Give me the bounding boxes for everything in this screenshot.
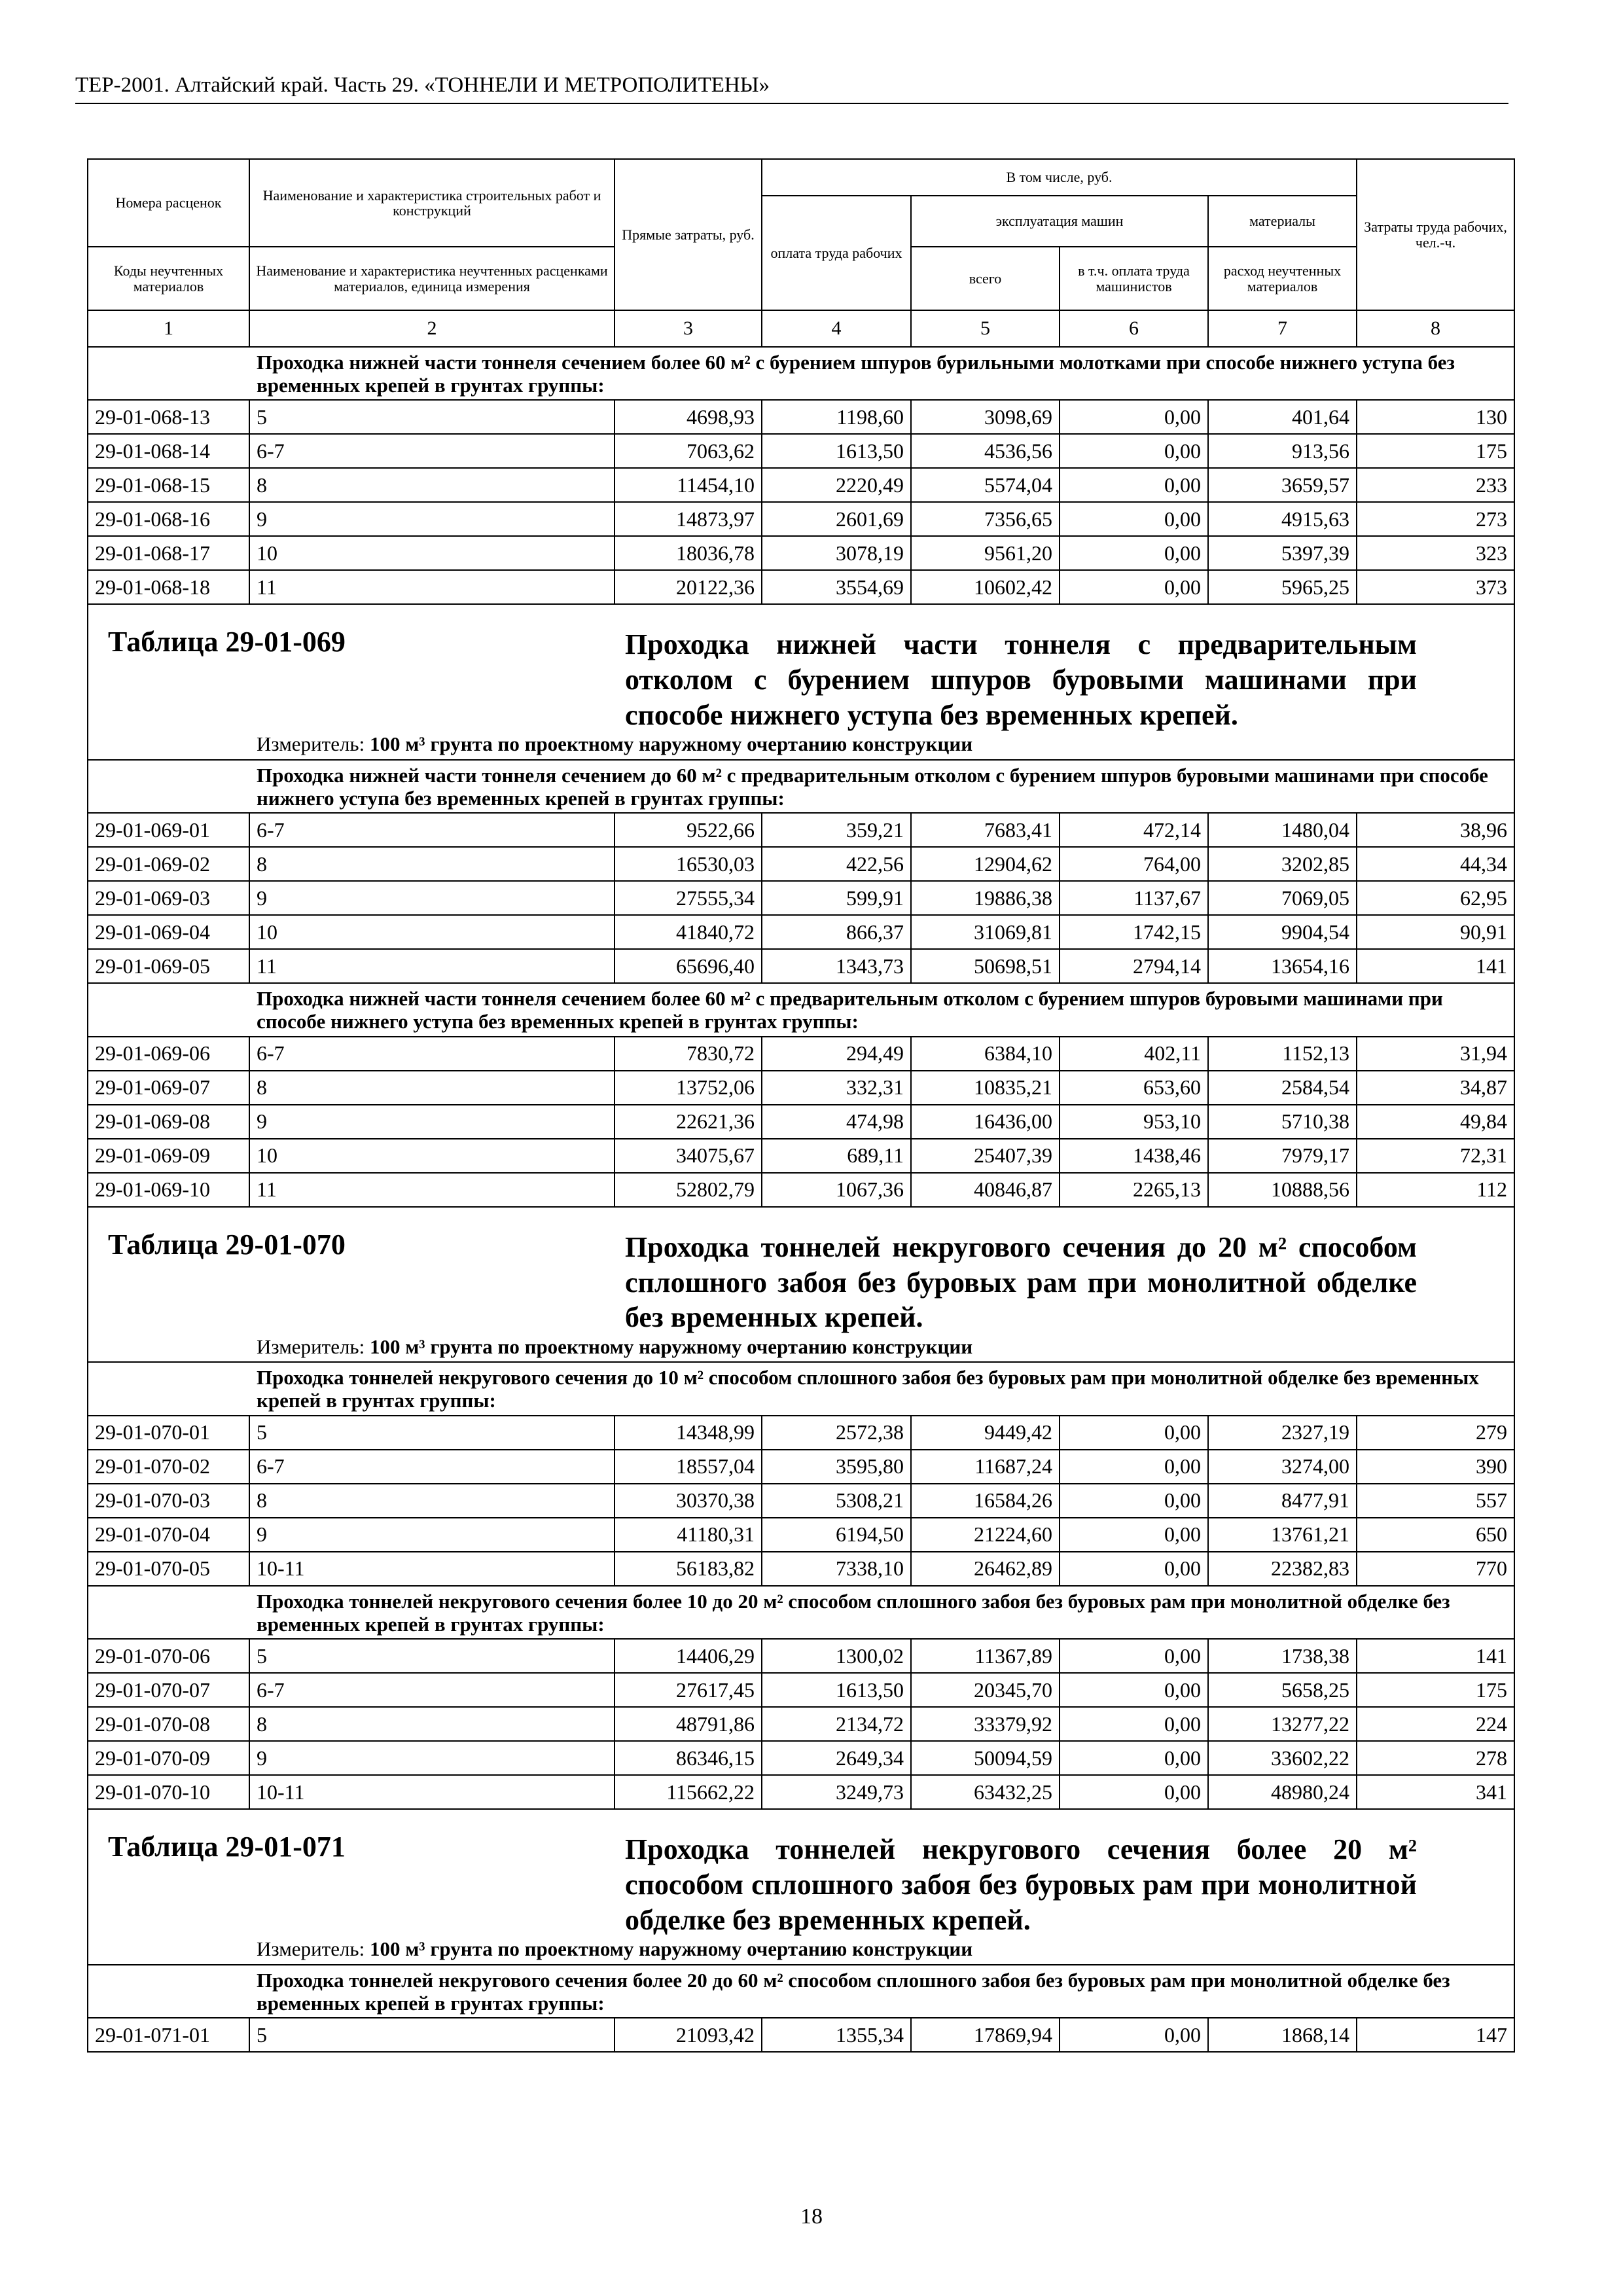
labor-hours: 557: [1357, 1484, 1514, 1518]
materials: 2327,19: [1208, 1416, 1357, 1450]
measure-value: 100 м³ грунта по проектному наружному очертанию конструкции: [369, 1335, 973, 1358]
direct-costs: 52802,79: [615, 1173, 762, 1207]
group-subheading: Проходка тоннелей некругового сечения более 10 до 20 м² способом сплошного забоя без буровых рам при монолитной обделке без временных крепей в грунтах группы:: [88, 1586, 1514, 1639]
soil-group: 8: [249, 468, 615, 502]
direct-costs: 18557,04: [615, 1450, 762, 1484]
hdr-unaccounted-consumption: расход неучтенных материалов: [1208, 247, 1357, 310]
rate-code: 29-01-071-01: [88, 2018, 249, 2052]
direct-costs: 7063,62: [615, 434, 762, 468]
table-row: [88, 1173, 1514, 1207]
col-number: 7: [1208, 310, 1357, 347]
hdr-total: всего: [911, 247, 1060, 310]
operators-pay: 1438,46: [1060, 1139, 1208, 1173]
labor-pay: 1355,34: [762, 2018, 911, 2052]
labor-hours: 273: [1357, 502, 1514, 536]
machines-total: 11687,24: [911, 1450, 1060, 1484]
table-title: Проходка нижней части тоннеля с предварительным отколом с бурением шпуров буровыми машинами при способе нижнего уступа без временных крепей.: [625, 628, 1417, 731]
labor-pay: 6194,50: [762, 1518, 911, 1552]
table-row: [88, 1416, 1514, 1450]
operators-pay: 2265,13: [1060, 1173, 1208, 1207]
operators-pay: 0,00: [1060, 502, 1208, 536]
labor-hours: 175: [1357, 1673, 1514, 1707]
group-subheading: Проходка тоннелей некругового сечения более 20 до 60 м² способом сплошного забоя без буровых рам при монолитной обделке без временных крепей в грунтах группы:: [88, 1965, 1514, 2018]
rate-code: 29-01-070-06: [88, 1639, 249, 1673]
table-row: [88, 1105, 1514, 1139]
materials: 5710,38: [1208, 1105, 1357, 1139]
direct-costs: 56183,82: [615, 1552, 762, 1586]
soil-group: 8: [249, 1707, 615, 1741]
col-number: 5: [911, 310, 1060, 347]
soil-group: 6-7: [249, 1450, 615, 1484]
direct-costs: 41180,31: [615, 1518, 762, 1552]
rate-code: 29-01-069-06: [88, 1037, 249, 1071]
table-row: [88, 1775, 1514, 1809]
group-subheading: Проходка тоннелей некругового сечения до 10 м² способом сплошного забоя без буровых рам при монолитной обделке без временных крепей в грунтах группы:: [88, 1362, 1514, 1415]
operators-pay: 0,00: [1060, 400, 1208, 434]
measure-row: [88, 732, 1514, 760]
machines-total: 40846,87: [911, 1173, 1060, 1207]
table-row: [88, 915, 1514, 949]
soil-group: 10: [249, 1139, 615, 1173]
labor-pay: 1300,02: [762, 1639, 911, 1673]
materials: 1868,14: [1208, 2018, 1357, 2052]
hdr-direct-costs: Прямые затраты, руб.: [615, 159, 762, 310]
soil-group: 11: [249, 1173, 615, 1207]
table-number: Таблица 29-01-070: [108, 1228, 346, 1261]
operators-pay: 0,00: [1060, 1639, 1208, 1673]
machines-total: 20345,70: [911, 1673, 1060, 1707]
soil-group: 11: [249, 570, 615, 604]
rate-code: 29-01-070-01: [88, 1416, 249, 1450]
labor-hours: 38,96: [1357, 813, 1514, 847]
direct-costs: 14873,97: [615, 502, 762, 536]
rate-code: 29-01-070-03: [88, 1484, 249, 1518]
rate-code: 29-01-069-01: [88, 813, 249, 847]
operators-pay: 1742,15: [1060, 915, 1208, 949]
labor-hours: 130: [1357, 400, 1514, 434]
machines-total: 50698,51: [911, 949, 1060, 983]
soil-group: 10-11: [249, 1552, 615, 1586]
table-row: [88, 400, 1514, 434]
labor-pay: 599,91: [762, 881, 911, 915]
table-number: Таблица 29-01-071: [108, 1831, 346, 1863]
rate-code: 29-01-069-05: [88, 949, 249, 983]
labor-pay: 2649,34: [762, 1741, 911, 1775]
labor-pay: 3595,80: [762, 1450, 911, 1484]
labor-pay: 1343,73: [762, 949, 911, 983]
hdr-unaccounted-names: Наименование и характеристика неучтенных расценками материалов, единица измерения: [249, 247, 615, 310]
materials: 3659,57: [1208, 468, 1357, 502]
hdr-incl-operators: в т.ч. оплата труда машинистов: [1060, 247, 1208, 310]
materials: 913,56: [1208, 434, 1357, 468]
hdr-machine-operation: эксплуатация машин: [911, 196, 1208, 247]
labor-hours: 224: [1357, 1707, 1514, 1741]
soil-group: 9: [249, 1741, 615, 1775]
machines-total: 16584,26: [911, 1484, 1060, 1518]
machines-total: 7683,41: [911, 813, 1060, 847]
labor-pay: 866,37: [762, 915, 911, 949]
labor-pay: 422,56: [762, 847, 911, 881]
soil-group: 9: [249, 881, 615, 915]
table-row: [88, 949, 1514, 983]
table-row: [88, 1037, 1514, 1071]
machines-total: 4536,56: [911, 434, 1060, 468]
rate-code: 29-01-070-09: [88, 1741, 249, 1775]
hdr-labor-costs: Затраты труда рабочих, чел.-ч.: [1357, 159, 1514, 310]
operators-pay: 764,00: [1060, 847, 1208, 881]
materials: 5965,25: [1208, 570, 1357, 604]
rate-code: 29-01-068-14: [88, 434, 249, 468]
rate-code: 29-01-069-08: [88, 1105, 249, 1139]
operators-pay: 0,00: [1060, 1450, 1208, 1484]
materials: 5658,25: [1208, 1673, 1357, 1707]
materials: 401,64: [1208, 400, 1357, 434]
table-row: [88, 2018, 1514, 2052]
col-number: 1: [88, 310, 249, 347]
col-number: 6: [1060, 310, 1208, 347]
measure-row: [88, 1335, 1514, 1363]
soil-group: 9: [249, 1105, 615, 1139]
col-number: 2: [249, 310, 615, 347]
direct-costs: 22621,36: [615, 1105, 762, 1139]
operators-pay: 402,11: [1060, 1037, 1208, 1071]
direct-costs: 18036,78: [615, 536, 762, 570]
direct-costs: 41840,72: [615, 915, 762, 949]
labor-pay: 7338,10: [762, 1552, 911, 1586]
labor-hours: 44,34: [1357, 847, 1514, 881]
soil-group: 10: [249, 915, 615, 949]
subheading-row: [88, 1965, 1514, 2018]
labor-hours: 341: [1357, 1775, 1514, 1809]
labor-pay: 1613,50: [762, 434, 911, 468]
hdr-incl: В том числе, руб.: [762, 159, 1357, 196]
labor-hours: 770: [1357, 1552, 1514, 1586]
labor-pay: 332,31: [762, 1071, 911, 1105]
materials: 13654,16: [1208, 949, 1357, 983]
table-title: Проходка тоннелей некругового сечения до 20 м² способом сплошного забоя без буровых рам при монолитной обделке без временных крепей.: [625, 1230, 1417, 1334]
materials: 9904,54: [1208, 915, 1357, 949]
direct-costs: 86346,15: [615, 1741, 762, 1775]
labor-hours: 278: [1357, 1741, 1514, 1775]
machines-total: 50094,59: [911, 1741, 1060, 1775]
labor-pay: 1067,36: [762, 1173, 911, 1207]
table-number: Таблица 29-01-069: [108, 626, 346, 658]
materials: 10888,56: [1208, 1173, 1357, 1207]
machines-total: 26462,89: [911, 1552, 1060, 1586]
operators-pay: 0,00: [1060, 1518, 1208, 1552]
operators-pay: 0,00: [1060, 536, 1208, 570]
labor-pay: 689,11: [762, 1139, 911, 1173]
table-row: [88, 502, 1514, 536]
soil-group: 5: [249, 400, 615, 434]
operators-pay: 0,00: [1060, 1484, 1208, 1518]
materials: 1738,38: [1208, 1639, 1357, 1673]
table-row: [88, 1741, 1514, 1775]
labor-pay: 3554,69: [762, 570, 911, 604]
labor-hours: 141: [1357, 949, 1514, 983]
rate-code: 29-01-069-07: [88, 1071, 249, 1105]
table-row: [88, 1639, 1514, 1673]
measure-value: 100 м³ грунта по проектному наружному очертанию конструкции: [369, 732, 973, 756]
labor-hours: 323: [1357, 536, 1514, 570]
table-row: [88, 847, 1514, 881]
direct-costs: 34075,67: [615, 1139, 762, 1173]
labor-pay: 1198,60: [762, 400, 911, 434]
labor-hours: 49,84: [1357, 1105, 1514, 1139]
labor-pay: 2220,49: [762, 468, 911, 502]
table-row: [88, 881, 1514, 915]
soil-group: 5: [249, 1416, 615, 1450]
materials: 33602,22: [1208, 1741, 1357, 1775]
materials: 48980,24: [1208, 1775, 1357, 1809]
materials: 13761,21: [1208, 1518, 1357, 1552]
labor-pay: 359,21: [762, 813, 911, 847]
table-row: [88, 1552, 1514, 1586]
page-number: 18: [800, 2204, 823, 2229]
hdr-materials: материалы: [1208, 196, 1357, 247]
machines-total: 63432,25: [911, 1775, 1060, 1809]
direct-costs: 13752,06: [615, 1071, 762, 1105]
table-row: [88, 434, 1514, 468]
labor-pay: 474,98: [762, 1105, 911, 1139]
machines-total: 10602,42: [911, 570, 1060, 604]
materials: 3202,85: [1208, 847, 1357, 881]
soil-group: 8: [249, 847, 615, 881]
machines-total: 6384,10: [911, 1037, 1060, 1071]
operators-pay: 0,00: [1060, 1673, 1208, 1707]
direct-costs: 30370,38: [615, 1484, 762, 1518]
rate-code: 29-01-070-08: [88, 1707, 249, 1741]
labor-pay: 1613,50: [762, 1673, 911, 1707]
soil-group: 6-7: [249, 1673, 615, 1707]
labor-pay: 2572,38: [762, 1416, 911, 1450]
direct-costs: 11454,10: [615, 468, 762, 502]
table-caption-row: [88, 1809, 1514, 1937]
running-head: ТЕР-2001. Алтайский край. Часть 29. «ТОННЕЛИ И МЕТРОПОЛИТЕНЫ»: [75, 73, 1508, 104]
machines-total: 31069,81: [911, 915, 1060, 949]
rate-code: 29-01-068-17: [88, 536, 249, 570]
machines-total: 16436,00: [911, 1105, 1060, 1139]
hdr-work-name: Наименование и характеристика строительных работ и конструкций: [249, 159, 615, 247]
labor-hours: 141: [1357, 1639, 1514, 1673]
labor-hours: 650: [1357, 1518, 1514, 1552]
rate-code: 29-01-069-10: [88, 1173, 249, 1207]
subheading-row: [88, 760, 1514, 813]
labor-hours: 233: [1357, 468, 1514, 502]
labor-hours: 62,95: [1357, 881, 1514, 915]
table-caption-row: [88, 1207, 1514, 1335]
operators-pay: 0,00: [1060, 1552, 1208, 1586]
labor-hours: 90,91: [1357, 915, 1514, 949]
table-row: [88, 1484, 1514, 1518]
labor-hours: 279: [1357, 1416, 1514, 1450]
measure-label: Измеритель:: [257, 732, 365, 756]
soil-group: 8: [249, 1071, 615, 1105]
rate-code: 29-01-070-07: [88, 1673, 249, 1707]
rate-code: 29-01-069-09: [88, 1139, 249, 1173]
operators-pay: 0,00: [1060, 468, 1208, 502]
labor-hours: 112: [1357, 1173, 1514, 1207]
table-row: [88, 1071, 1514, 1105]
soil-group: 11: [249, 949, 615, 983]
direct-costs: 65696,40: [615, 949, 762, 983]
machines-total: 25407,39: [911, 1139, 1060, 1173]
rate-code: 29-01-070-10: [88, 1775, 249, 1809]
operators-pay: 953,10: [1060, 1105, 1208, 1139]
machines-total: 17869,94: [911, 2018, 1060, 2052]
labor-hours: 147: [1357, 2018, 1514, 2052]
machines-total: 9561,20: [911, 536, 1060, 570]
operators-pay: 472,14: [1060, 813, 1208, 847]
materials: 3274,00: [1208, 1450, 1357, 1484]
machines-total: 9449,42: [911, 1416, 1060, 1450]
table-row: [88, 570, 1514, 604]
direct-costs: 14348,99: [615, 1416, 762, 1450]
direct-costs: 14406,29: [615, 1639, 762, 1673]
table-row: [88, 1450, 1514, 1484]
soil-group: 6-7: [249, 434, 615, 468]
labor-hours: 175: [1357, 434, 1514, 468]
direct-costs: 115662,22: [615, 1775, 762, 1809]
machines-total: 10835,21: [911, 1071, 1060, 1105]
table-row: [88, 468, 1514, 502]
subheading-row: [88, 1362, 1514, 1415]
machines-total: 12904,62: [911, 847, 1060, 881]
rate-code: 29-01-069-02: [88, 847, 249, 881]
hdr-codes: Коды неучтенных материалов: [88, 247, 249, 310]
materials: 22382,83: [1208, 1552, 1357, 1586]
machines-total: 19886,38: [911, 881, 1060, 915]
materials: 1480,04: [1208, 813, 1357, 847]
rate-code: 29-01-070-05: [88, 1552, 249, 1586]
table-row: [88, 1673, 1514, 1707]
labor-pay: 2601,69: [762, 502, 911, 536]
machines-total: 5574,04: [911, 468, 1060, 502]
table-row: [88, 1518, 1514, 1552]
soil-group: 9: [249, 1518, 615, 1552]
measure-label: Измеритель:: [257, 1335, 365, 1358]
operators-pay: 653,60: [1060, 1071, 1208, 1105]
materials: 1152,13: [1208, 1037, 1357, 1071]
rate-code: 29-01-068-18: [88, 570, 249, 604]
measure-value: 100 м³ грунта по проектному наружному очертанию конструкции: [369, 1937, 973, 1961]
labor-pay: 3078,19: [762, 536, 911, 570]
direct-costs: 4698,93: [615, 400, 762, 434]
soil-group: 6-7: [249, 813, 615, 847]
col-number: 8: [1357, 310, 1514, 347]
operators-pay: 2794,14: [1060, 949, 1208, 983]
operators-pay: 0,00: [1060, 570, 1208, 604]
labor-hours: 390: [1357, 1450, 1514, 1484]
rate-code: 29-01-070-02: [88, 1450, 249, 1484]
materials: 7979,17: [1208, 1139, 1357, 1173]
rate-code: 29-01-069-04: [88, 915, 249, 949]
subheading-row: [88, 347, 1514, 400]
materials: 8477,91: [1208, 1484, 1357, 1518]
rates-table: [87, 158, 1515, 2053]
labor-hours: 31,94: [1357, 1037, 1514, 1071]
measure-label: Измеритель:: [257, 1937, 365, 1961]
materials: 5397,39: [1208, 536, 1357, 570]
rate-code: 29-01-069-03: [88, 881, 249, 915]
machines-total: 3098,69: [911, 400, 1060, 434]
hdr-labor-pay: оплата труда рабочих: [762, 196, 911, 310]
soil-group: 10-11: [249, 1775, 615, 1809]
labor-pay: 2134,72: [762, 1707, 911, 1741]
column-numbers-row: [88, 310, 1514, 347]
subheading-row: [88, 1586, 1514, 1639]
labor-pay: 294,49: [762, 1037, 911, 1071]
direct-costs: 7830,72: [615, 1037, 762, 1071]
col-number: 4: [762, 310, 911, 347]
direct-costs: 27617,45: [615, 1673, 762, 1707]
table-caption-row: [88, 604, 1514, 732]
group-subheading: Проходка нижней части тоннеля сечением до 60 м² с предварительным отколом с бурением шпуров буровыми машинами при способе нижнего уступа без временных крепей в грунтах группы:: [88, 760, 1514, 813]
table-row: [88, 1707, 1514, 1741]
machines-total: 33379,92: [911, 1707, 1060, 1741]
direct-costs: 48791,86: [615, 1707, 762, 1741]
direct-costs: 9522,66: [615, 813, 762, 847]
materials: 2584,54: [1208, 1071, 1357, 1105]
direct-costs: 16530,03: [615, 847, 762, 881]
labor-pay: 5308,21: [762, 1484, 911, 1518]
materials: 7069,05: [1208, 881, 1357, 915]
rate-code: 29-01-068-15: [88, 468, 249, 502]
operators-pay: 0,00: [1060, 1707, 1208, 1741]
machines-total: 11367,89: [911, 1639, 1060, 1673]
operators-pay: 1137,67: [1060, 881, 1208, 915]
operators-pay: 0,00: [1060, 1775, 1208, 1809]
direct-costs: 21093,42: [615, 2018, 762, 2052]
labor-hours: 72,31: [1357, 1139, 1514, 1173]
soil-group: 5: [249, 2018, 615, 2052]
soil-group: 5: [249, 1639, 615, 1673]
direct-costs: 27555,34: [615, 881, 762, 915]
materials: 4915,63: [1208, 502, 1357, 536]
rate-code: 29-01-068-16: [88, 502, 249, 536]
table-row: [88, 1139, 1514, 1173]
table-row: [88, 813, 1514, 847]
subheading-row: [88, 983, 1514, 1036]
operators-pay: 0,00: [1060, 434, 1208, 468]
machines-total: 7356,65: [911, 502, 1060, 536]
materials: 13277,22: [1208, 1707, 1357, 1741]
group-subheading: Проходка нижней части тоннеля сечением более 60 м² с предварительным отколом с бурением шпуров буровыми машинами при способе нижнего уступа без временных крепей в грунтах группы:: [88, 983, 1514, 1036]
col-number: 3: [615, 310, 762, 347]
rate-code: 29-01-068-13: [88, 400, 249, 434]
direct-costs: 20122,36: [615, 570, 762, 604]
soil-group: 10: [249, 536, 615, 570]
soil-group: 9: [249, 502, 615, 536]
machines-total: 21224,60: [911, 1518, 1060, 1552]
labor-pay: 3249,73: [762, 1775, 911, 1809]
rate-code: 29-01-070-04: [88, 1518, 249, 1552]
labor-hours: 373: [1357, 570, 1514, 604]
operators-pay: 0,00: [1060, 2018, 1208, 2052]
measure-row: [88, 1937, 1514, 1965]
table-title: Проходка тоннелей некругового сечения более 20 м² способом сплошного забоя без буровых рам при монолитной обделке без временных крепей.: [625, 1833, 1417, 1936]
labor-hours: 34,87: [1357, 1071, 1514, 1105]
table-row: [88, 536, 1514, 570]
hdr-rate-numbers: Номера расценок: [88, 159, 249, 247]
soil-group: 8: [249, 1484, 615, 1518]
soil-group: 6-7: [249, 1037, 615, 1071]
operators-pay: 0,00: [1060, 1416, 1208, 1450]
operators-pay: 0,00: [1060, 1741, 1208, 1775]
group-subheading: Проходка нижней части тоннеля сечением более 60 м² с бурением шпуров бурильными молотками при способе нижнего уступа без временных крепей в грунтах группы:: [88, 347, 1514, 400]
